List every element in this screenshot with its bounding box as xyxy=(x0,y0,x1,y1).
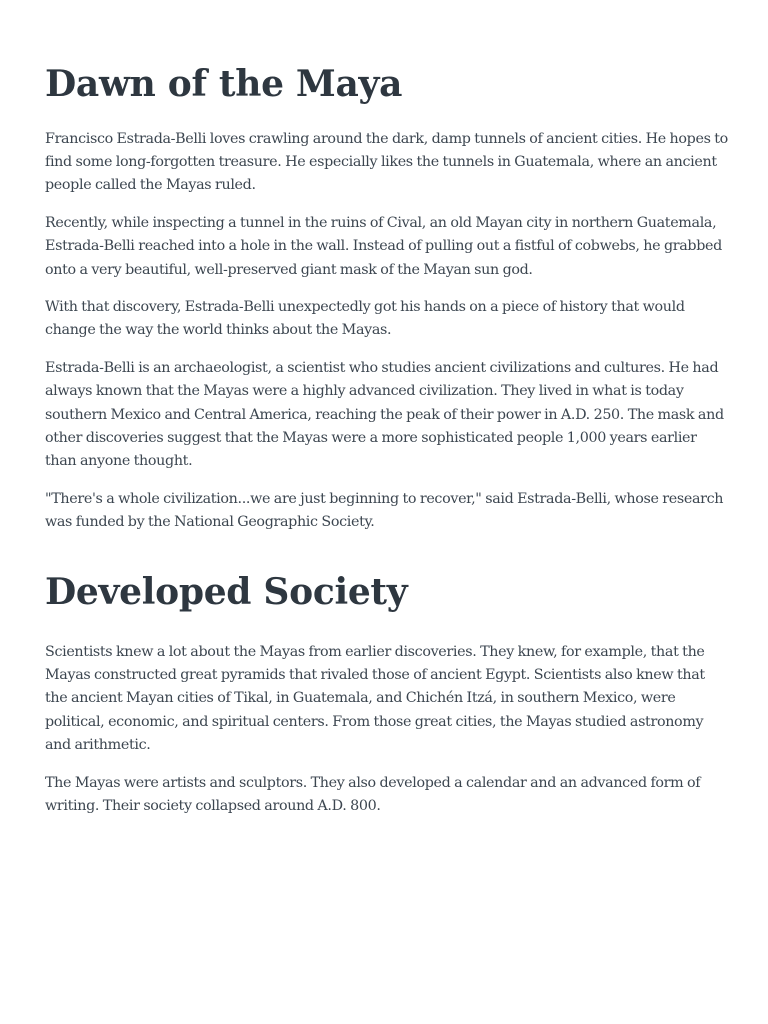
section-developed-society xyxy=(45,641,729,832)
paragraph: Francisco Estrada-Belli loves crawling around the dark, damp tunnels of ancient cities. He hopes to find some long-forgotten treasure. He especially likes the tunnels in Guatemala, where an ancient people called the Mayas ruled. xyxy=(45,131,728,194)
paragraph: The Mayas were artists and sculptors. They also developed a calendar and an advanced form of writing. Their society collapsed around A.D. 800. xyxy=(45,774,701,814)
section-heading-developed-society: Developed Society xyxy=(45,571,408,613)
paragraph: Estrada-Belli is an archaeologist, a scientist who studies ancient civilizations and cultures. He had always known that the Mayas were a highly advanced civilization. They lived in what is today southern Mexico and Central America, reaching the peak of their power in A.D. 250. The mask and other discoveries suggest that the Mayas were a more sophisticated people 1,000 years earlier than anyone thought. xyxy=(45,360,724,469)
paragraph: With that discovery, Estrada-Belli unexpectedly got his hands on a piece of history that would change the way the world thinks about the Mayas. xyxy=(45,299,685,339)
paragraph: Recently, while inspecting a tunnel in the ruins of Cival, an old Mayan city in northern Guatemala, Estrada-Belli reached into a hole in the wall. Instead of pulling out a fistful of cobwebs, he grabbed onto a very beautiful, well-preserved giant mask of the Mayan sun god. xyxy=(45,215,722,278)
section-heading-dawn-of-the-maya: Dawn of the Maya xyxy=(45,63,403,105)
paragraph: "There's a whole civilization...we are just beginning to recover," said Estrada-Belli, whose research was funded by the National Geographic Society. xyxy=(45,490,724,530)
section-dawn-of-the-maya xyxy=(45,128,729,549)
paragraph: Scientists knew a lot about the Mayas from earlier discoveries. They knew, for example, that the Mayas constructed great pyramids that rivaled those of ancient Egypt. Scientists also knew that the ancient Mayan cities of Tikal, in Guatemala, and Chichén Itzá, in southern Mexico, were political, economic, and spiritual centers. From those great cities, the Mayas studied astronomy and arithmetic. xyxy=(45,644,705,753)
